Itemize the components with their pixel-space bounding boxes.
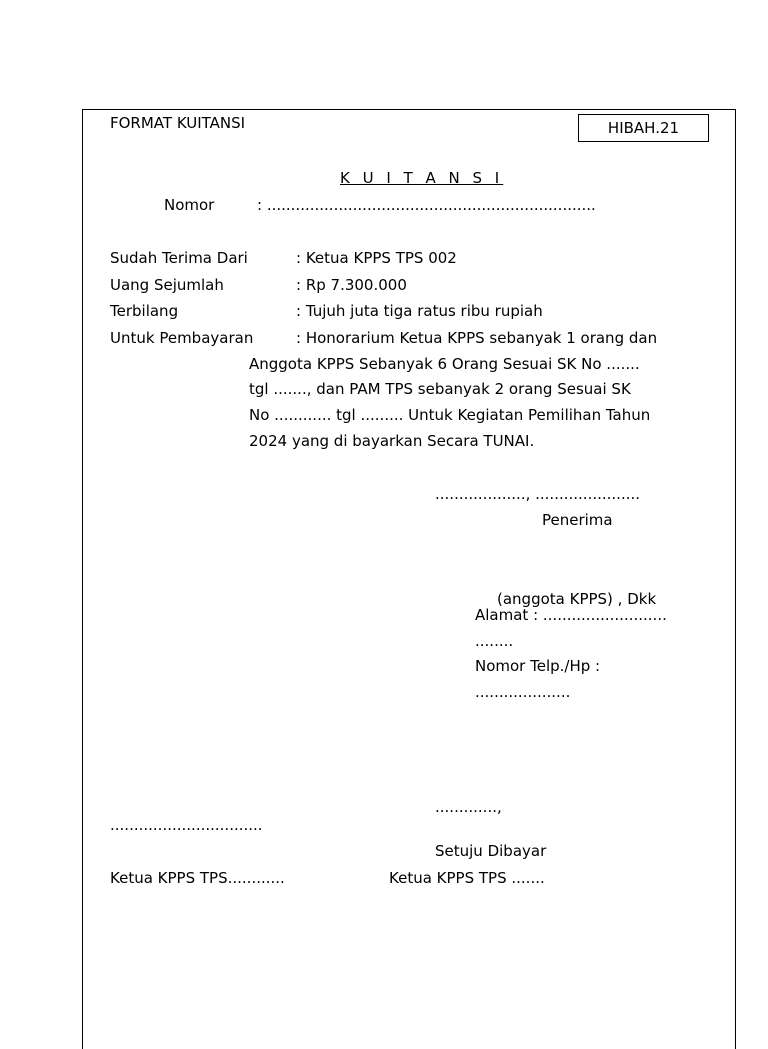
nomor-value: : ..................................................................... bbox=[257, 196, 596, 214]
format-label: FORMAT KUITANSI bbox=[110, 114, 246, 132]
approval-dots: ................................ bbox=[110, 816, 263, 834]
recipient-address-cont: ........ bbox=[475, 632, 514, 650]
recipient-place-date: ..................., ...................... bbox=[435, 485, 641, 503]
payment-line: 2024 yang di bayarkan Secara TUNAI. bbox=[249, 432, 535, 450]
payment-line: No ............ tgl ......... Untuk Kegiatan Pemilihan Tahun bbox=[249, 406, 651, 424]
field-label-amount: Uang Sejumlah bbox=[110, 276, 224, 294]
approval-date: ............., bbox=[435, 798, 502, 816]
field-label-received-from: Sudah Terima Dari bbox=[110, 249, 248, 267]
nomor-label: Nomor bbox=[164, 196, 215, 214]
field-value-payment-for: : Honorarium Ketua KPPS sebanyak 1 orang dan bbox=[296, 329, 658, 347]
approval-label: Setuju Dibayar bbox=[435, 842, 547, 860]
form-code: HIBAH.21 bbox=[607, 119, 680, 137]
signer-left: Ketua KPPS TPS............ bbox=[110, 869, 285, 887]
recipient-name: (anggota KPPS) , Dkk bbox=[497, 590, 657, 608]
recipient-phone-label: Nomor Telp./Hp : bbox=[475, 657, 601, 675]
recipient-label: Penerima bbox=[542, 511, 613, 529]
signer-right: Ketua KPPS TPS ....... bbox=[389, 869, 545, 887]
field-label-in-words: Terbilang bbox=[110, 302, 179, 320]
document-title: K U I T A N S I bbox=[340, 169, 504, 187]
field-label-payment-for: Untuk Pembayaran bbox=[110, 329, 254, 347]
payment-line: Anggota KPPS Sebanyak 6 Orang Sesuai SK No ....... bbox=[249, 355, 640, 373]
field-value-in-words: : Tujuh juta tiga ratus ribu rupiah bbox=[296, 302, 543, 320]
field-value-amount: : Rp 7.300.000 bbox=[296, 276, 407, 294]
field-value-received-from: : Ketua KPPS TPS 002 bbox=[296, 249, 457, 267]
form-code-box bbox=[578, 114, 709, 142]
recipient-phone-value: .................... bbox=[475, 683, 571, 701]
payment-line: tgl ......., dan PAM TPS sebanyak 2 orang Sesuai SK bbox=[249, 380, 631, 398]
recipient-address: Alamat : .......................... bbox=[475, 606, 667, 624]
